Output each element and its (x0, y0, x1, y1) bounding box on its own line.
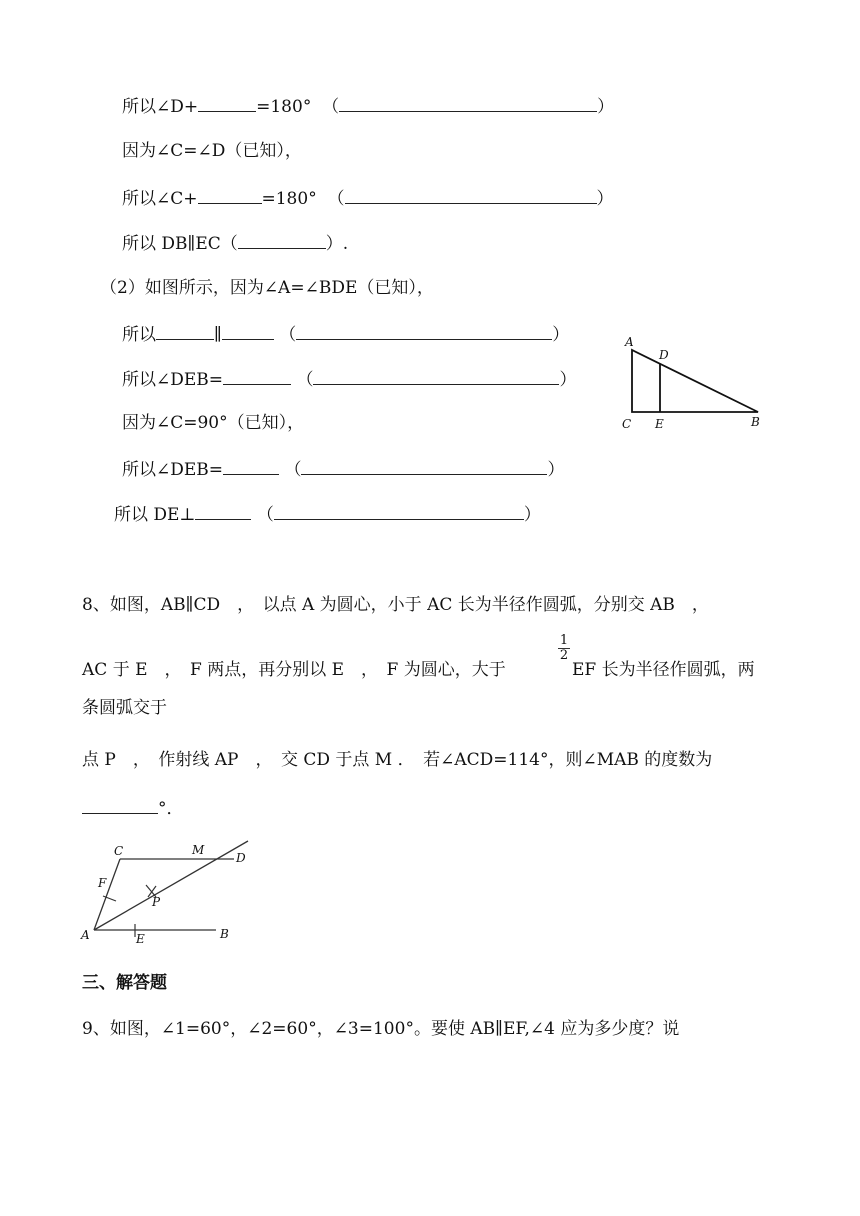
blank-reason[interactable] (296, 321, 552, 340)
label-m: M (192, 843, 205, 857)
fraction-denominator: 2 (559, 648, 569, 663)
text: ） (596, 189, 614, 209)
text: （ (256, 505, 274, 525)
fraction-numerator: 1 (559, 633, 569, 648)
blank-answer[interactable] (223, 456, 279, 475)
label-e: E (655, 417, 664, 431)
text: 所以∠DEB= (122, 370, 224, 390)
blank-reason[interactable] (301, 456, 547, 475)
part2-line-1 (122, 321, 569, 347)
label-b: B (220, 927, 229, 941)
blank-answer[interactable] (198, 93, 256, 112)
text: ∥ (214, 325, 222, 345)
text: ） (547, 460, 565, 480)
text: 所以 DB∥EC（ (122, 234, 238, 254)
part1-line-2 (122, 139, 302, 163)
blank-reason[interactable] (339, 93, 597, 112)
text: EF 长为半径作圆弧，两 (572, 660, 755, 680)
text: 所以 DE⊥ (114, 505, 196, 525)
label-c: C (622, 417, 632, 431)
blank-answer[interactable] (223, 366, 291, 385)
q8-line-2b (572, 658, 755, 682)
part1-line-4 (122, 230, 348, 256)
part2-line-2 (122, 366, 576, 392)
text: =180° (256, 97, 312, 117)
text: AC 于 E ， F 两点，再分别以 E ， F 为圆心，大于 (82, 660, 506, 680)
parallel-lines-figure (78, 838, 268, 946)
section-title (82, 971, 167, 995)
text: ） (597, 97, 615, 117)
part2-line-4 (122, 456, 564, 482)
label-c: C (114, 844, 124, 858)
q8-line-5 (82, 795, 184, 821)
text: 所以∠C+ (122, 189, 198, 209)
label-b: B (751, 415, 760, 429)
label-a: A (625, 335, 634, 349)
triangle-figure (616, 332, 772, 434)
text: （ (284, 460, 302, 480)
label-e: E (136, 932, 145, 946)
q8-line-2a (82, 658, 506, 682)
blank-answer[interactable] (82, 795, 158, 814)
text: （ (296, 370, 314, 390)
text: 所以 (122, 325, 156, 345)
text: 因为∠C=∠D（已知）， (122, 141, 302, 161)
text: （ (327, 189, 345, 209)
segment-ac (94, 859, 120, 930)
label-f: F (98, 876, 107, 890)
part1-line-1 (122, 93, 614, 119)
text: （ (322, 97, 340, 117)
text: ） (523, 505, 541, 525)
blank-reason[interactable] (274, 501, 524, 520)
text: 点 P ， 作射线 AP ， 交 CD 于点 M ． 若∠ACD=114°，则∠MAB 的度数为 (82, 750, 713, 770)
part2-line-3 (122, 411, 304, 435)
text: （ (279, 325, 297, 345)
blank-answer[interactable] (222, 321, 274, 340)
text: 三、解答题 (82, 973, 167, 993)
text: ） (552, 325, 570, 345)
label-p: P (152, 895, 161, 909)
text: °． (158, 799, 184, 819)
text: 条圆弧交于 (82, 698, 167, 718)
blank-reason[interactable] (238, 230, 326, 249)
label-d: D (236, 851, 246, 865)
q8-line-4 (82, 748, 712, 772)
q8-line-1 (82, 593, 709, 617)
blank-reason[interactable] (345, 185, 597, 204)
text: 因为∠C=90°（已知）， (122, 413, 305, 433)
blank-answer[interactable] (195, 501, 251, 520)
blank-answer[interactable] (198, 185, 262, 204)
q9-line-1 (82, 1017, 679, 1041)
part2-line-5 (114, 501, 541, 527)
blank-answer[interactable] (156, 321, 214, 340)
text: 所以∠D+ (122, 97, 199, 117)
triangle-acb (632, 350, 758, 412)
text: 9、如图，∠1=60°，∠2=60°，∠3=100°。要使 AB∥EF,∠4 应为多少度？说 (82, 1019, 680, 1039)
text: 所以∠DEB= (122, 460, 224, 480)
fraction-one-half (558, 634, 570, 663)
blank-reason[interactable] (313, 366, 559, 385)
text: =180° (261, 189, 317, 209)
label-a: A (81, 928, 90, 942)
q8-line-3 (82, 696, 167, 720)
text: （2）如图所示，因为∠A=∠BDE（已知）， (100, 278, 434, 298)
text: ） (559, 370, 577, 390)
part1-line-3 (122, 185, 614, 211)
text: 8、如图，AB∥CD ， 以点 A 为圆心，小于 AC 长为半径作圆弧，分别交 AB ， (82, 595, 709, 615)
part2-header (100, 276, 434, 300)
text: ）. (325, 234, 349, 254)
label-d: D (659, 348, 669, 362)
